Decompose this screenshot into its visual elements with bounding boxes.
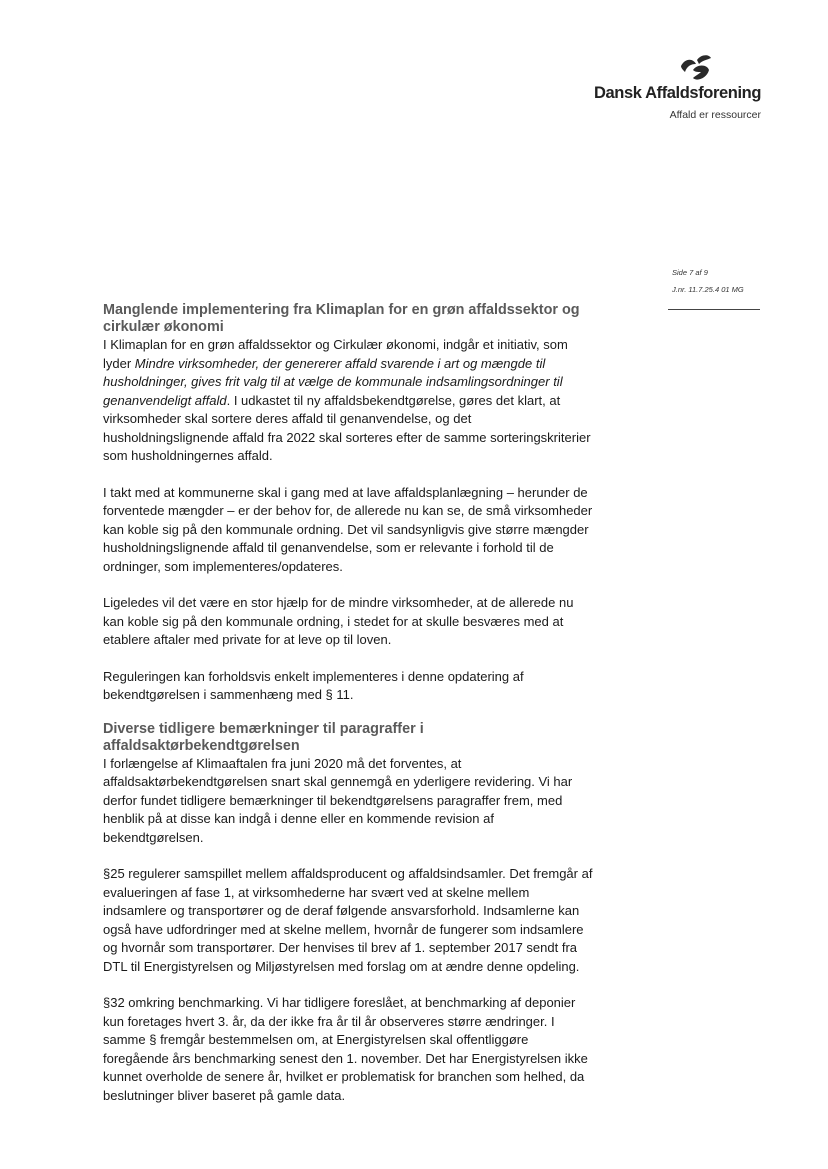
- paragraph-text: . I udkastet til ny affaldsbekendtgørelse, gøres det klart, at virksomheder skal sortere deres affald til genanvendelse, og det husholdningslignende affald fra 2022 skal sorteres efter de samme sorteringskriterier som husholdningernes affald.: [103, 392, 591, 463]
- section-heading-previous-remarks: Diverse tidligere bemærkninger til paragraffer i affaldsaktørbekendtgørelsen: [103, 720, 424, 754]
- section-heading-climate-plan: Manglende implementering fra Klimaplan for en grøn affaldssektor og cirkulær økonomi: [103, 302, 580, 335]
- paragraph: Ligeledes vil det være en stor hjælp for de mindre virksomheder, at de allerede nu kan koble sig på den kommunale ordning, i stedet for at skulle besværes med at etablere aftaler med private for at leve op til loven.: [103, 595, 574, 647]
- leaf-logo-icon: [675, 52, 715, 84]
- paragraph: §32 omkring benchmarking. Vi har tidligere foreslået, at benchmarking af deponier kun foretages hvert 3. år, da der ikke fra år til år observeres større ændringer. I samme § fremgår bestemmelsen om, at Energistyrelsen skal offentliggøre foregående års benchmarking senest den 1. november. Det har Energistyrelsen ikke kunnet overholde de senere år, hvilket er problematisk for branchen som helhed, da beslutninger bliver baseret på gamle data.: [103, 995, 588, 1103]
- journal-number: J.nr. 11.7.25.4 01 MG: [672, 285, 744, 294]
- page-number: Side 7 af 9: [672, 268, 708, 277]
- paragraph: Reguleringen kan forholdsvis enkelt implementeres i denne opdatering af bekendtgørelsen i sammenhæng med § 11.: [103, 668, 524, 702]
- quoted-initiative: Mindre virksomheder, der genererer affald svarende i art og mængde til husholdninger, gives frit valg til at vælge de kommunale indsamlingsordninger til genanvendeligt affald: [103, 355, 563, 408]
- paragraph: [103, 336, 593, 466]
- paragraph: I takt med at kommunerne skal i gang med at lave affaldsplanlægning – herunder de forventede mængder – er der behov for, de allerede nu kan se, de små virksomheder kan koble sig på den kommunale ordning. Det vil sandsynligvis give større mængder husholdningslignende affald til genanvendelse, som er relevante i forhold til de ordninger, som implementeres/opdateres.: [103, 484, 593, 574]
- paragraph: I forlængelse af Klimaaftalen fra juni 2020 må det forventes, at affaldsaktørbekendtgørelsen snart skal gennemgå en yderligere revidering. Vi har derfor fundet tidligere bemærkninger til bekendtgørelsens paragraffer frem, med henblik på at disse kan indgå i denne eller en kommende revision af bekendtgørelsen.: [103, 755, 573, 845]
- organization-name: Dansk Affaldsforening: [593, 84, 761, 102]
- paragraph-text: I Klimaplan for en grøn affaldssektor og Cirkulær økonomi, indgår et initiativ, som lyder: [103, 337, 568, 371]
- document-body: [103, 302, 593, 1105]
- document-meta: [672, 268, 762, 302]
- organization-tagline: Affald er ressourcer: [669, 109, 761, 121]
- paragraph: §25 regulerer samspillet mellem affaldsproducent og affaldsindsamler. Det fremgår af evalueringen af fase 1, at virksomhederne har svært ved at skelne mellem indsamlere og transportører og de deraf følgende ansvarsforhold. Indsamlerne kan også have udfordringer med at skelne mellem, hvornår de fungerer som indsamlere og hvornår som transportører. Der henvises til brev af 1. september 2017 sendt fra DTL til Energistyrelsen og Miljøstyrelsen med forslag om at ændre denne opdeling.: [103, 866, 593, 974]
- meta-divider: [668, 309, 760, 310]
